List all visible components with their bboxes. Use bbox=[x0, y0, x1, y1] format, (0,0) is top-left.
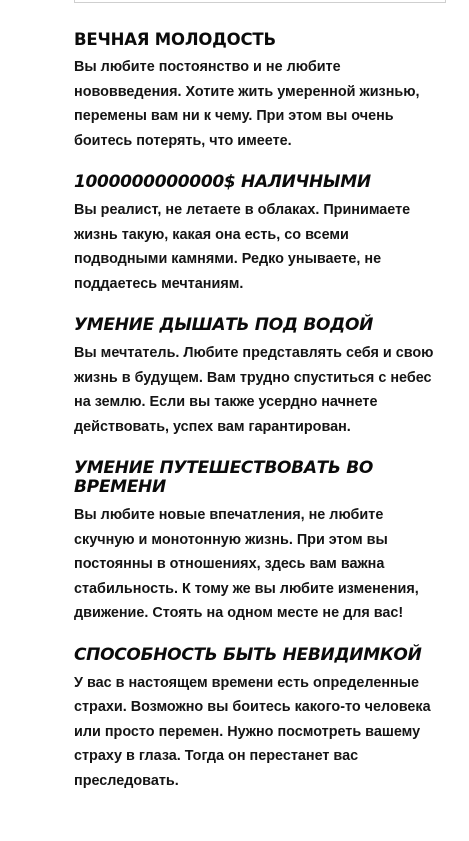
section-text: Вы любите постоянство и не любите нововведения. Хотите жить умеренной жизнью, перемены вам ни к чему. При этом вы очень боитесь потерять, что имеете. bbox=[74, 59, 420, 149]
section-heading: УМЕНИЕ ПУТЕШЕСТВОВАТЬ ВО ВРЕМЕНИ bbox=[74, 458, 374, 497]
article-content bbox=[74, 30, 446, 813]
section-heading: 1000000000000$ НАЛИЧНЫМИ bbox=[74, 172, 371, 192]
section-text: У вас в настоящем времени есть определенные страхи. Возможно вы боитесь какого-то человека или просто перемен. Нужно посмотреть вашему страху в глаза. Тогда он перестанет вас преследовать. bbox=[74, 674, 431, 789]
section-eternal-youth bbox=[74, 30, 446, 153]
section-breathe-underwater bbox=[74, 316, 446, 439]
section-heading: УМЕНИЕ ДЫШАТЬ ПОД ВОДОЙ bbox=[74, 315, 374, 335]
section-cash bbox=[74, 173, 446, 296]
section-text: Вы мечтатель. Любите представлять себя и свою жизнь в будущем. Вам трудно спуститься с небес на землю. Если вы также усердно начнете действовать, успех вам гарантирован. bbox=[74, 345, 434, 435]
section-heading: ВЕЧНАЯ МОЛОДОСТЬ bbox=[74, 30, 276, 49]
section-text: Вы реалист, не летаете в облаках. Принимаете жизнь такую, какая она есть, со всеми подводными камнями. Редко унываете, не поддаетесь мечтаниям. bbox=[74, 202, 411, 292]
section-heading: СПОСОБНОСТЬ БЫТЬ НЕВИДИМКОЙ bbox=[74, 644, 422, 665]
section-text: Вы любите новые впечатления, не любите скучную и монотонную жизнь. При этом вы постоянны в отношениях, здесь вам важна стабильность. К тому же вы любите изменения, движение. Стоять на одном месте не для вас! bbox=[74, 507, 419, 621]
section-time-travel bbox=[74, 459, 446, 626]
section-invisibility bbox=[74, 646, 446, 794]
top-divider bbox=[74, 0, 446, 3]
